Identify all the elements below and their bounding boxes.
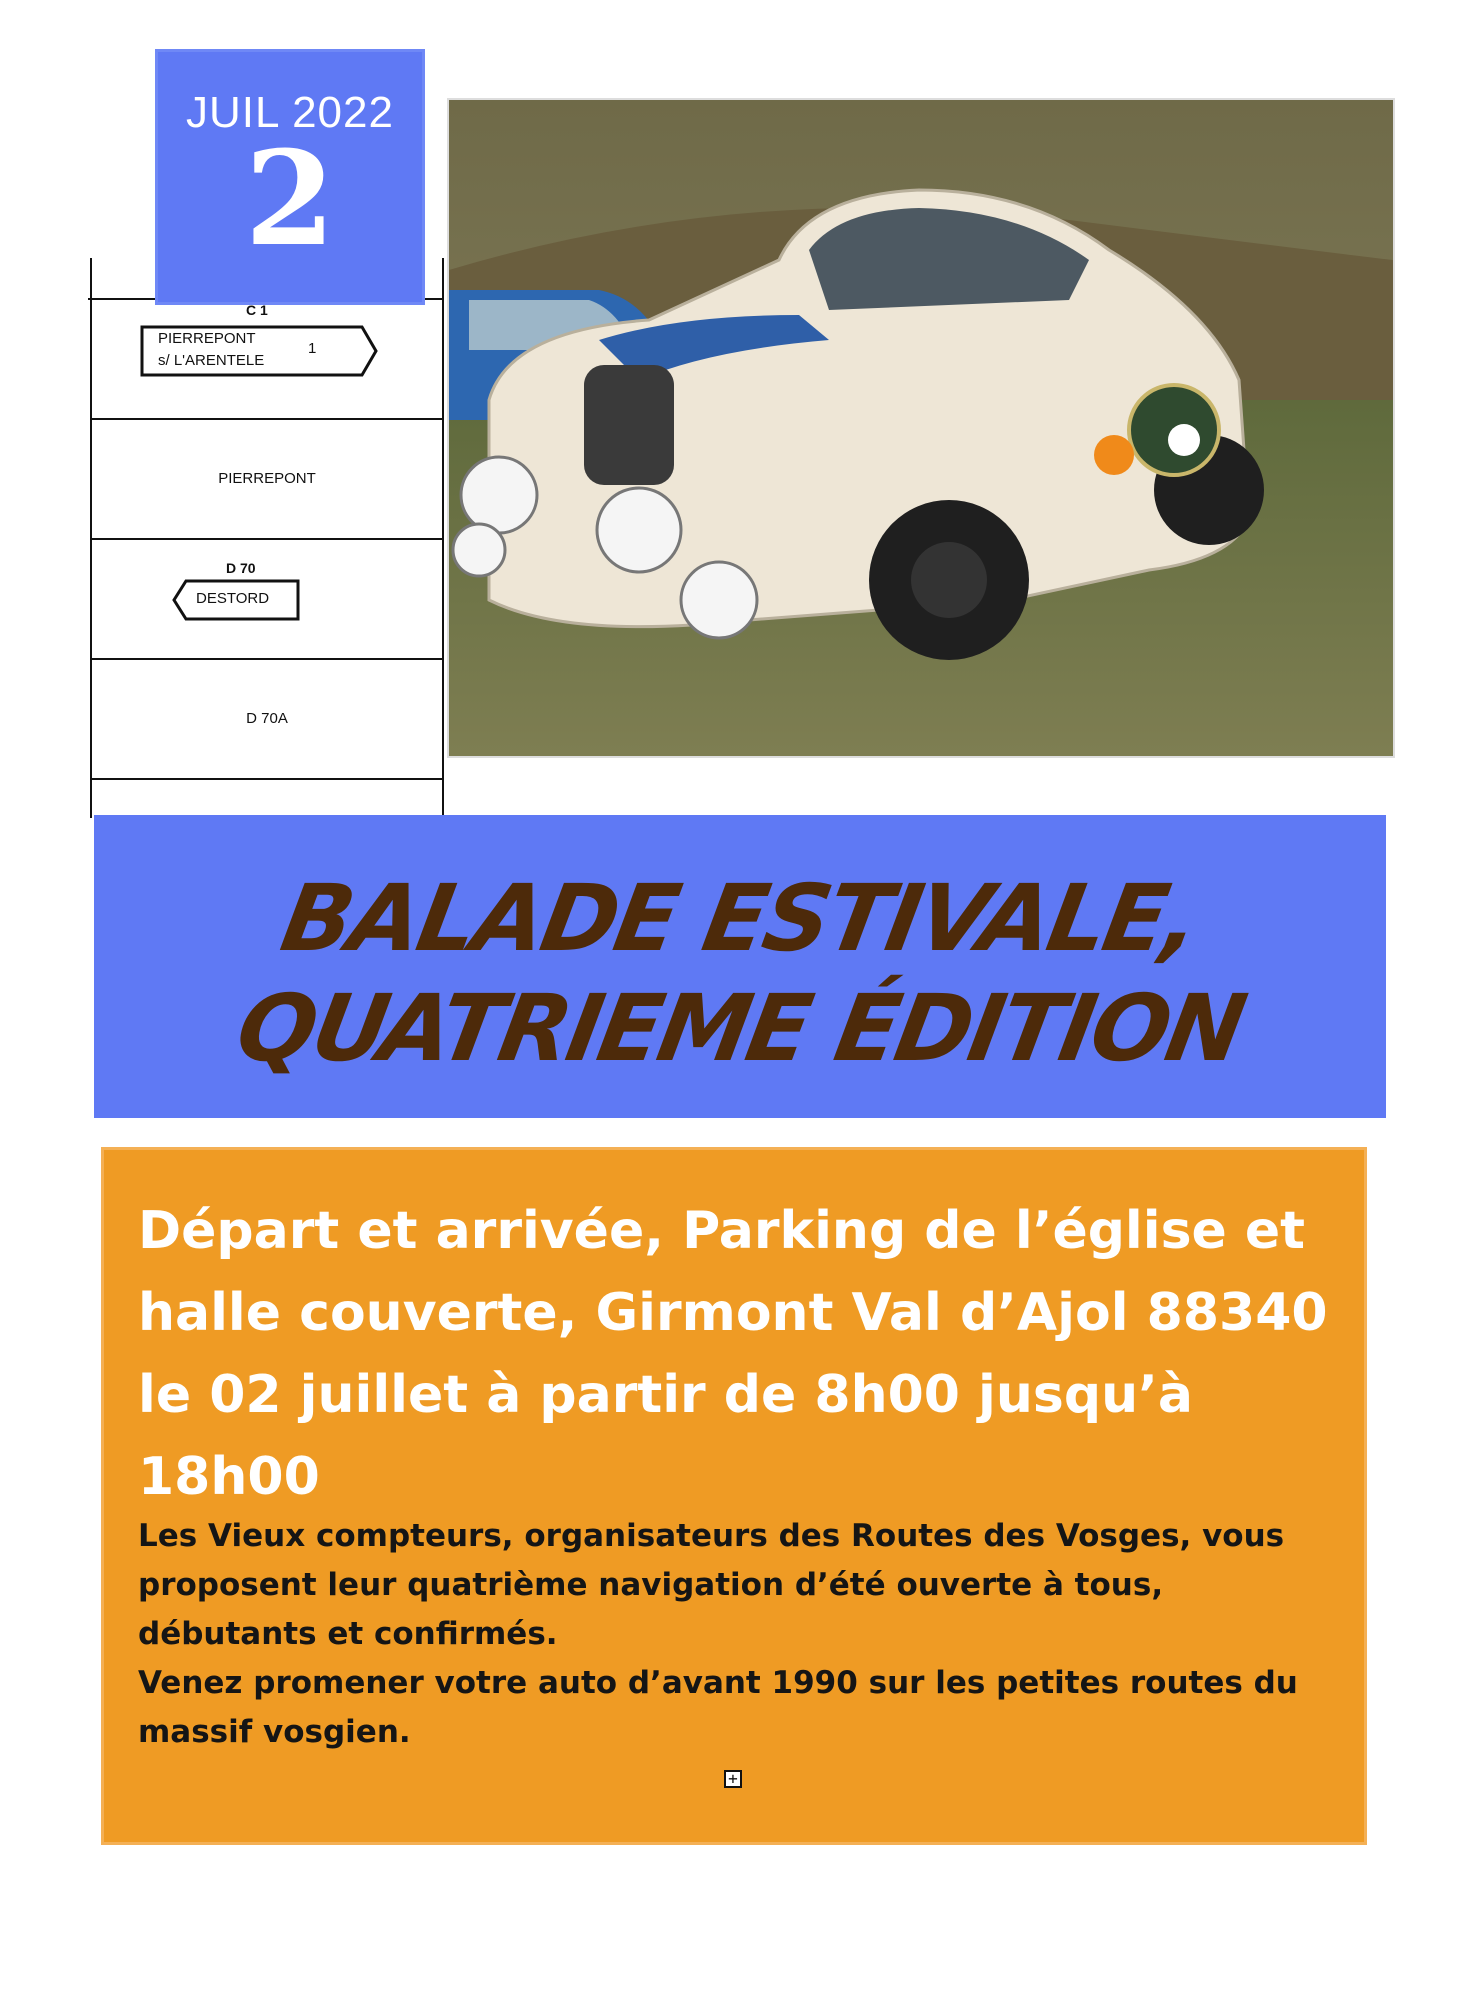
event-description [138, 1512, 1348, 1757]
date-day: 2 [244, 122, 336, 275]
roadbook-cell-c1 [92, 298, 442, 418]
sign-text-line2: s/ L'ARENTELE [158, 352, 265, 369]
roadbook-strip [90, 258, 444, 818]
roadbook-cell-d70a [92, 658, 442, 778]
roadbook-label: PIERREPONT [218, 470, 316, 487]
roadbook-cell-pierrepont [92, 418, 442, 538]
roadbook-cell-no-entry [92, 778, 442, 818]
sign-text: DESTORD [196, 590, 270, 607]
info-box [104, 1150, 1364, 1842]
sign-text-line1: PIERREPONT [158, 330, 256, 347]
roadbook-label: D 70A [246, 710, 288, 727]
title-banner [94, 815, 1386, 1118]
expand-plus-icon[interactable]: + [724, 1770, 742, 1788]
title-line-1: BALADE ESTIVALE, [274, 865, 1206, 972]
description-paragraph-1: Les Vieux compteurs, organisateurs des Routes des Vosges, vous proposent leur quatrième navigation d’été ouverte à tous, débutants et confirmés. [138, 1518, 1285, 1652]
date-block [158, 52, 422, 302]
date-month-year: JUIL 2022 [186, 88, 394, 137]
title-line-2: QUATRIEME ÉDITION [229, 975, 1251, 1082]
rally-car-photo [447, 98, 1395, 758]
event-location-heading: Départ et arrivée, Parking de l’église et halle couverte, Girmont Val d’Ajol 88340 le 02 juillet à partir de 8h00 jusqu’à 18h00 [138, 1201, 1328, 1507]
description-paragraph-2: Venez promener votre auto d’avant 1990 sur les petites routes du massif vosgien. [138, 1665, 1298, 1750]
road-label: D 70 [226, 560, 256, 576]
sign-distance: 1 [308, 340, 317, 357]
roadbook-cell-d70 [92, 538, 442, 658]
road-label: C 1 [246, 302, 268, 318]
